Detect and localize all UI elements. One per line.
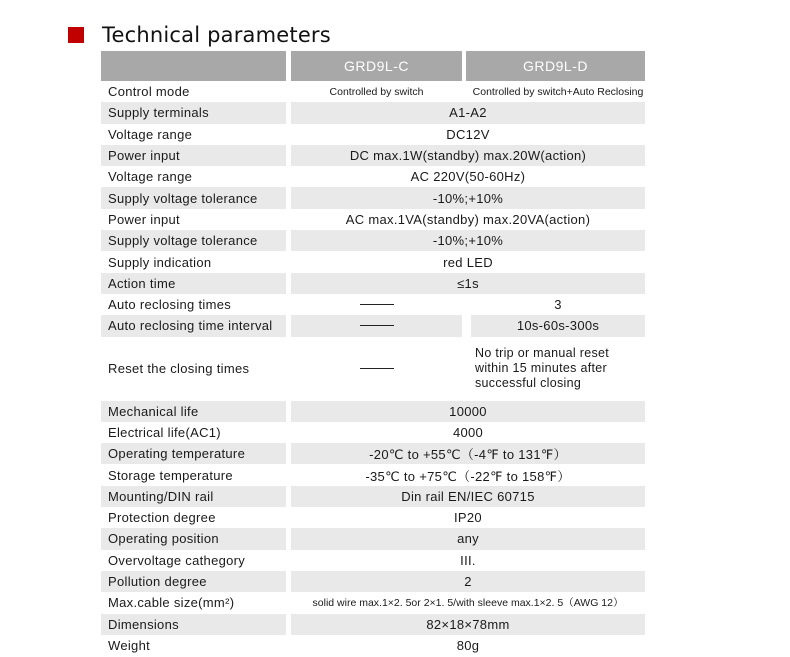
table-row [101, 145, 645, 166]
table-row [101, 571, 645, 592]
row-label: Voltage range [108, 169, 193, 185]
row-label: Max.cable size(mm²) [108, 595, 235, 611]
row-label: Supply terminals [101, 102, 286, 123]
value-d: 3 [554, 297, 562, 313]
table-row [101, 187, 645, 208]
row-label: Dimensions [101, 614, 286, 635]
row-value: solid wire max.1×2. 5or 2×1. 5/with sleeve max.1×2. 5（AWG 12） [312, 597, 624, 610]
row-value: DC max.1W(standby) max.20W(action) [291, 145, 645, 166]
row-label: Mechanical life [101, 401, 286, 422]
table-row [101, 124, 645, 145]
table-row [101, 528, 645, 549]
row-value: III. [460, 552, 476, 568]
row-label: Weight [108, 637, 151, 653]
table-row [101, 422, 645, 443]
header-grd9l-c: GRD9L-C [291, 51, 462, 81]
row-label: Control mode [108, 84, 190, 100]
row-value: red LED [443, 254, 493, 270]
row-label: Auto reclosing time interval [101, 315, 286, 336]
table-row [101, 315, 645, 336]
parameters-table [101, 51, 645, 656]
row-value: A1-A2 [291, 102, 645, 123]
table-row [101, 592, 645, 613]
table-row [101, 401, 645, 422]
page-title: Technical parameters [102, 23, 331, 47]
row-label: Electrical life(AC1) [108, 425, 221, 440]
row-value: -10%;+10% [291, 187, 645, 208]
row-value: 2 [291, 571, 645, 592]
row-value: any [291, 528, 645, 549]
table-row [101, 294, 645, 315]
row-value: ≤1s [291, 273, 645, 294]
table-row [101, 486, 645, 507]
table-row [101, 443, 645, 464]
value-d: 10s-60s-300s [471, 315, 645, 336]
table-header [101, 51, 645, 81]
value-c-not-applicable [291, 337, 462, 401]
row-value: 10000 [291, 401, 645, 422]
value-c-not-applicable [291, 315, 462, 336]
row-value: IP20 [454, 510, 482, 526]
heading-marker-icon [68, 27, 84, 43]
table-row [101, 251, 645, 272]
row-label: Pollution degree [101, 571, 286, 592]
header-grd9l-d: GRD9L-D [466, 51, 645, 81]
dash-icon [360, 325, 394, 326]
row-value: 82×18×78mm [291, 614, 645, 635]
row-label: Auto reclosing times [108, 297, 232, 313]
table-row [101, 81, 645, 102]
row-value: 4000 [452, 425, 484, 440]
row-label: Overvoltage cathegory [108, 552, 246, 568]
table-row [101, 102, 645, 123]
row-value: -20℃ to +55℃（-4℉ to 131℉） [291, 443, 645, 464]
row-label: Reset the closing times [108, 361, 250, 377]
table-row [101, 464, 645, 485]
table-row [101, 337, 645, 401]
row-label: Operating position [101, 528, 286, 549]
row-value: -35℃ to +75℃（-22℉ to 158℉） [365, 468, 571, 484]
row-label: Power input [101, 145, 286, 166]
table-row [101, 635, 645, 656]
table-row [101, 230, 645, 251]
row-label: Action time [101, 273, 286, 294]
table-row [101, 209, 645, 230]
row-label: Supply voltage tolerance [101, 230, 286, 251]
table-row [101, 166, 645, 187]
row-value: AC max.1VA(standby) max.20VA(action) [345, 211, 591, 227]
row-label: Protection degree [108, 510, 216, 526]
row-value: 80g [456, 637, 480, 653]
section-heading [68, 20, 331, 50]
row-label: Voltage range [108, 126, 193, 142]
dash-icon [360, 368, 394, 369]
table-row [101, 550, 645, 571]
row-value: DC12V [446, 126, 490, 142]
row-label: Mounting/DIN rail [101, 486, 286, 507]
table-row [101, 507, 645, 528]
value-d: No trip or manual reset within 15 minutes after successful closing [475, 346, 610, 391]
value-c: Controlled by switch [329, 85, 424, 98]
value-d: Controlled by switch+Auto Reclosing [472, 85, 644, 98]
row-label: Storage temperature [108, 467, 233, 483]
table-row [101, 273, 645, 294]
row-label: Power input [108, 211, 180, 227]
dash-icon [360, 304, 394, 305]
header-blank-cell [101, 51, 286, 81]
table-row [101, 614, 645, 635]
value-c-not-applicable [291, 294, 462, 315]
row-label: Supply voltage tolerance [101, 187, 286, 208]
row-value: Din rail EN/IEC 60715 [291, 486, 645, 507]
row-label: Supply indication [108, 254, 212, 270]
row-value: AC 220V(50-60Hz) [410, 169, 526, 185]
row-value: -10%;+10% [291, 230, 645, 251]
row-label: Operating temperature [101, 443, 286, 464]
